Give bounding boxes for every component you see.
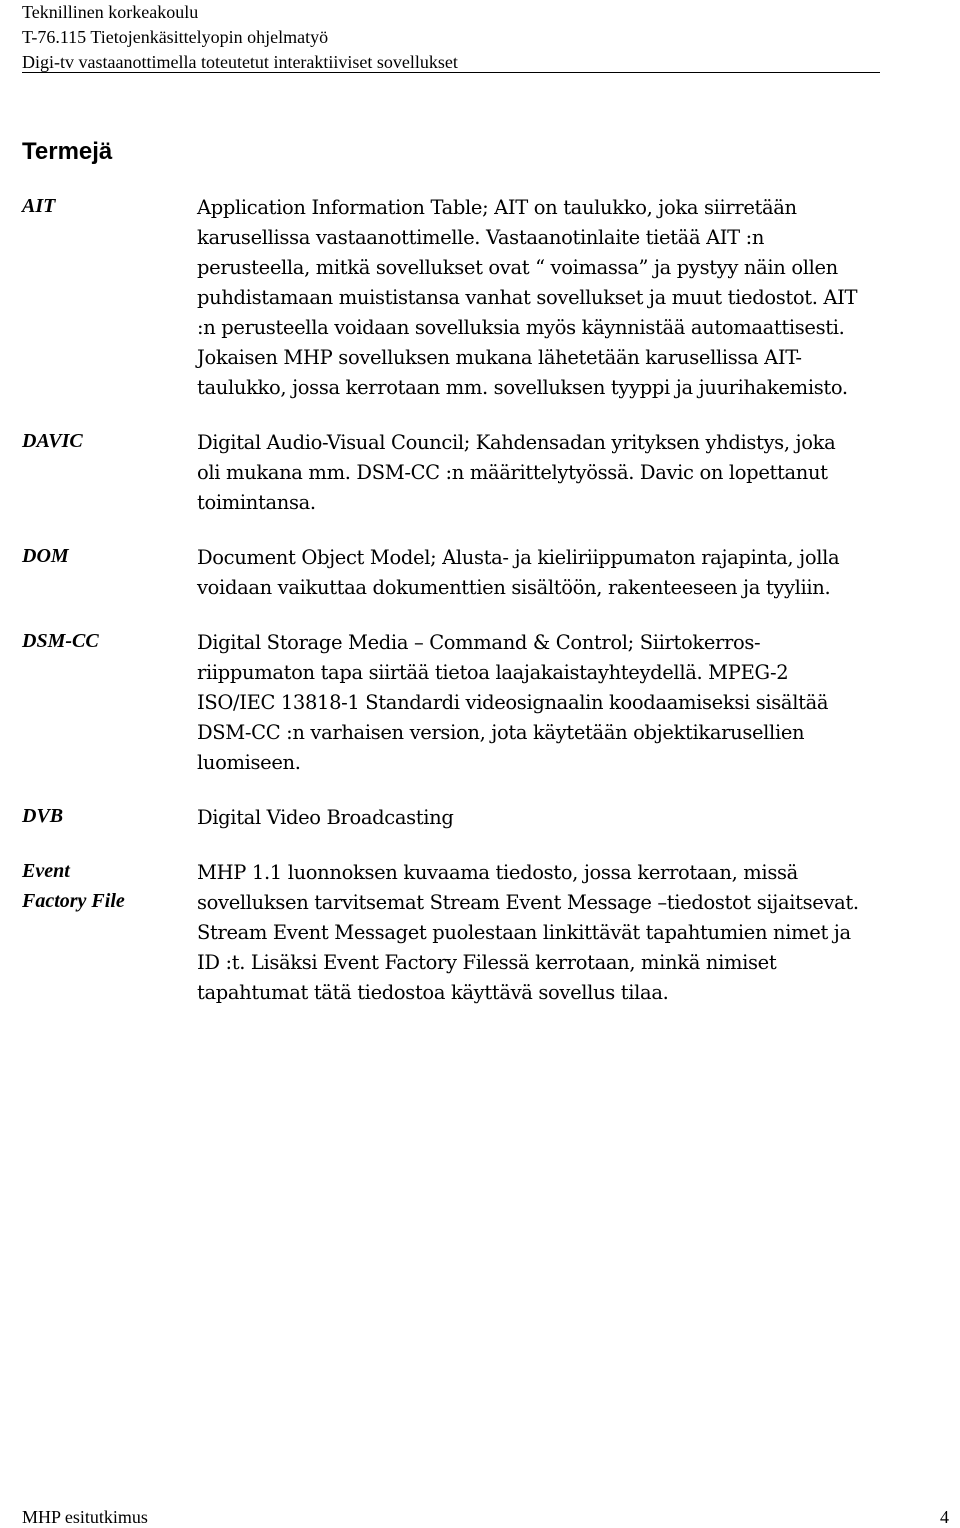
section-title: Termejä [22, 138, 113, 165]
header-rule [22, 72, 880, 73]
definition-line: ID :t. Lisäksi Event Factory Filessä kerrotaan, minkä nimiset [197, 951, 777, 974]
definition-line: perusteella, mitkä sovellukset ovat “ voimassa” ja pystyy näin ollen [197, 256, 838, 279]
definition-line: :n perusteella voidaan sovelluksia myös käynnistää automaattisesti. [197, 316, 845, 339]
definition-line: sovelluksen tarvitsemat Stream Event Message –tiedostot sijaitsevat. [197, 891, 859, 914]
definition-line: oli mukana mm. DSM-CC :n määrittelytyössä. Davic on lopettanut [197, 461, 828, 484]
term-davic [22, 426, 182, 456]
definition-line: karusellissa vastaanottimelle. Vastaanotinlaite tietää AIT :n [197, 226, 765, 249]
definition-line: taulukko, jossa kerrotaan mm. sovelluksen tyyppi ja juurihakemisto. [197, 376, 848, 399]
definition-line: Jokaisen MHP sovelluksen mukana lähetetään karusellissa AIT- [197, 346, 802, 369]
term-label: Event [22, 860, 70, 882]
definition-line: MHP 1.1 luonnoksen kuvaama tiedosto, jossa kerrotaan, missä [197, 861, 798, 884]
definition-line: DSM-CC :n varhaisen version, jota käytetään objektikarusellien [197, 721, 805, 744]
definition-dvb [197, 803, 947, 833]
definition-davic [197, 428, 947, 518]
page-number: 4 [940, 1507, 949, 1527]
definition-dom [197, 543, 947, 603]
definition-line: Digital Audio-Visual Council; Kahdensadan yrityksen yhdistys, joka [197, 431, 836, 454]
definition-dsm-cc [197, 628, 947, 778]
term-label: DVB [22, 805, 64, 827]
definition-line: Digital Storage Media – Command & Control; Siirtokerros- [197, 631, 761, 654]
term-label: Factory File [22, 890, 125, 912]
definition-line: Document Object Model; Alusta- ja kieliriippumaton rajapinta, jolla [197, 546, 840, 569]
term-label: DOM [22, 545, 69, 567]
definition-line: Application Information Table; AIT on taulukko, joka siirretään [197, 196, 797, 219]
definition-ait [197, 193, 947, 403]
definition-line: voidaan vaikuttaa dokumenttien sisältöön, rakenteeseen ja tyyliin. [197, 576, 831, 599]
term-dom [22, 541, 182, 571]
definition-line: ISO/IEC 13818-1 Standardi videosignaalin koodaamiseksi sisältää [197, 691, 829, 714]
running-header [22, 0, 880, 75]
term-label: DSM-CC [22, 630, 99, 652]
header-course: T-76.115 Tietojenkäsittelyopin ohjelmatyö [22, 27, 329, 47]
header-institution: Teknillinen korkeakoulu [22, 2, 199, 22]
definition-line: toimintansa. [197, 491, 316, 514]
footer-title: MHP esitutkimus [22, 1507, 148, 1527]
header-project: Digi-tv vastaanottimella toteutetut interaktiiviset sovellukset [22, 52, 458, 72]
term-label: AIT [22, 195, 56, 217]
definition-line: tapahtumat tätä tiedostoa käyttävä sovellus tilaa. [197, 981, 669, 1004]
definition-line: Stream Event Messaget puolestaan linkittävät tapahtumien nimet ja [197, 921, 851, 944]
definition-line: puhdistamaan muististansa vanhat sovellukset ja muut tiedostot. AIT [197, 286, 858, 309]
definition-line: Digital Video Broadcasting [197, 806, 454, 829]
term-ait [22, 191, 182, 221]
term-dvb [22, 801, 182, 831]
term-event-factory-file [22, 856, 182, 916]
term-label: DAVIC [22, 430, 83, 452]
term-dsm-cc [22, 626, 182, 656]
definition-line: riippumaton tapa siirtää tietoa laajakaistayhteydellä. MPEG-2 [197, 661, 789, 684]
definition-event-factory-file [197, 858, 947, 1008]
definition-line: luomiseen. [197, 751, 301, 774]
